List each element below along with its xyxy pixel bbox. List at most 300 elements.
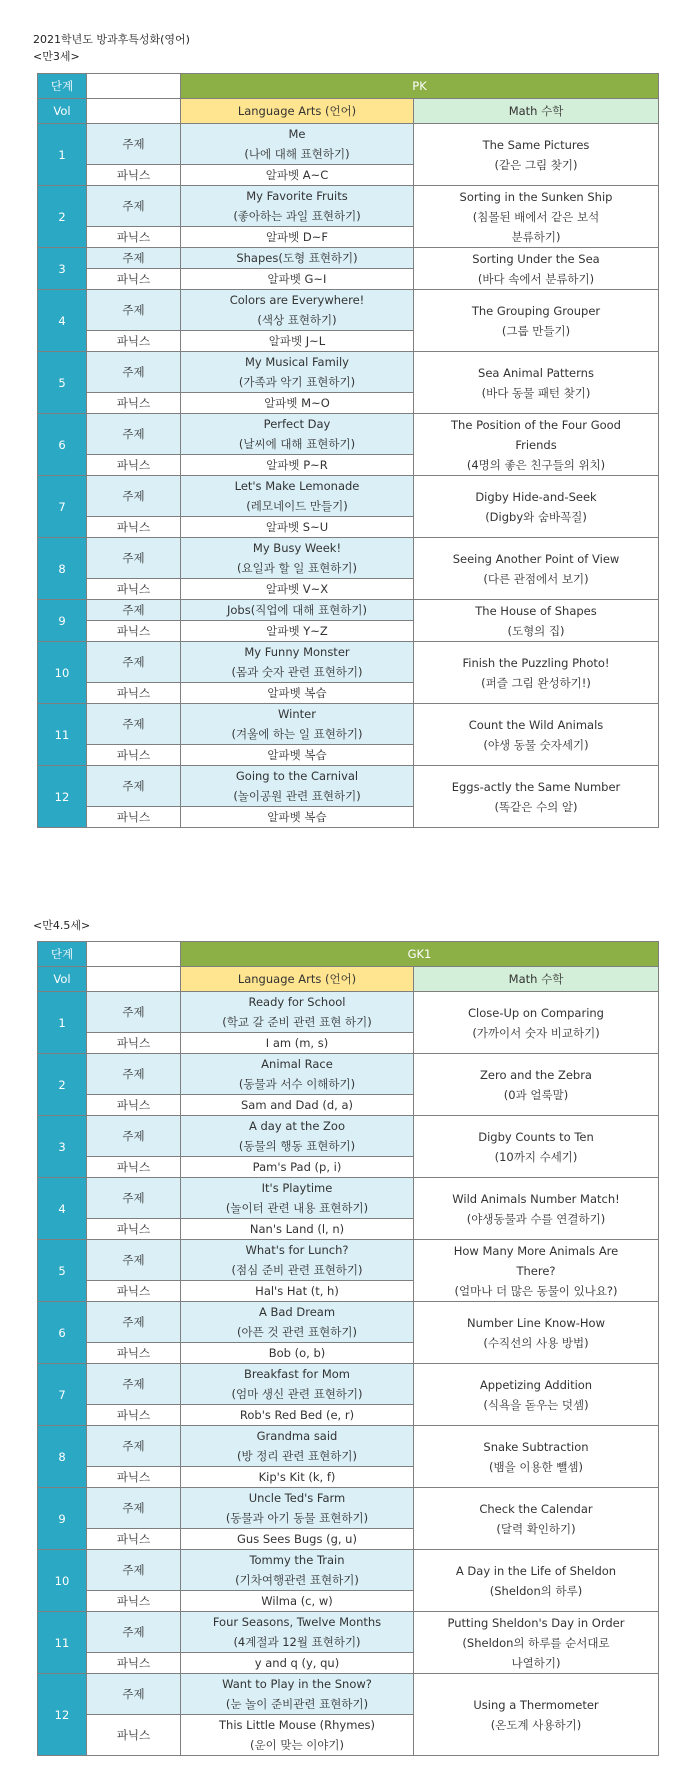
theme-cell xyxy=(181,704,414,745)
table-row xyxy=(38,1488,659,1529)
table-row xyxy=(38,1302,659,1343)
theme-cell-line: My Musical Family xyxy=(244,355,349,369)
math-cell-line: (그룹 만들기) xyxy=(501,323,571,338)
math-cell xyxy=(414,1550,659,1612)
phonics-cell xyxy=(181,331,414,352)
math-cell xyxy=(414,248,659,290)
phonics-cell xyxy=(181,621,414,642)
theme-cell xyxy=(181,600,414,621)
theme-label: 주제 xyxy=(87,642,181,683)
blank-header xyxy=(87,74,181,99)
theme-label: 주제 xyxy=(87,992,181,1033)
theme-cell xyxy=(181,1240,414,1281)
phonics-cell-line: Kip's Kit (k, f) xyxy=(258,1470,336,1484)
theme-cell xyxy=(181,538,414,579)
theme-label: 주제 xyxy=(87,1488,181,1529)
phonics-cell-line: Rob's Red Bed (e, r) xyxy=(239,1408,355,1422)
table-row xyxy=(38,186,659,227)
math-cell-line: (똑같은 수의 알) xyxy=(494,799,578,814)
theme-cell-line: (엄마 생신 관련 표현하기) xyxy=(231,1387,363,1401)
phonics-cell-line: This Little Mouse (Rhymes) xyxy=(219,1718,375,1732)
theme-cell-line: A day at the Zoo xyxy=(248,1119,346,1133)
math-cell xyxy=(414,642,659,704)
math-cell xyxy=(414,186,659,248)
theme-label: 주제 xyxy=(87,290,181,331)
math-cell-line: (10까지 수세기) xyxy=(494,1149,578,1164)
phonics-label: 파닉스 xyxy=(87,745,181,766)
theme-cell xyxy=(181,1612,414,1653)
math-cell-line: Using a Thermometer xyxy=(473,1697,599,1712)
math-cell xyxy=(414,1426,659,1488)
theme-label: 주제 xyxy=(87,414,181,455)
vol-number: 3 xyxy=(38,1116,87,1178)
theme-cell-line: (눈 놀이 준비관련 표현하기) xyxy=(225,1697,369,1711)
phonics-label: 파닉스 xyxy=(87,331,181,352)
phonics-cell xyxy=(181,1529,414,1550)
phonics-label: 파닉스 xyxy=(87,1343,181,1364)
vol-number: 6 xyxy=(38,414,87,476)
table-row xyxy=(38,414,659,455)
phonics-cell xyxy=(181,1591,414,1612)
phonics-label: 파닉스 xyxy=(87,1715,181,1756)
theme-cell xyxy=(181,248,414,269)
theme-cell-line: (요일과 할 일 표현하기) xyxy=(237,561,357,575)
table-row xyxy=(38,290,659,331)
math-cell-line: Snake Subtraction xyxy=(483,1439,589,1454)
table-row xyxy=(38,1116,659,1157)
phonics-cell xyxy=(181,1033,414,1054)
level-header: PK xyxy=(181,74,659,99)
math-cell-line: The Position of the Four Good xyxy=(451,417,621,432)
math-cell-line: (4명의 좋은 친구들의 위치) xyxy=(466,457,606,472)
math-cell xyxy=(414,992,659,1054)
math-cell xyxy=(414,600,659,642)
theme-label: 주제 xyxy=(87,1364,181,1405)
math-cell xyxy=(414,124,659,186)
math-cell-line: (Digby와 숨바꼭질) xyxy=(485,509,587,524)
theme-cell-line: (가족과 악기 표현하기) xyxy=(238,375,356,389)
stage-header: 단계 xyxy=(38,942,87,967)
theme-cell-line: (동물과 서수 이해하기) xyxy=(238,1077,356,1091)
theme-label: 주제 xyxy=(87,1674,181,1715)
theme-label: 주제 xyxy=(87,476,181,517)
phonics-cell-line: Wilma (c, w) xyxy=(261,1594,333,1608)
phonics-cell xyxy=(181,1343,414,1364)
math-cell-line: Friends xyxy=(515,437,557,452)
phonics-cell-line: 알파벳 복습 xyxy=(267,686,327,700)
vol-number: 1 xyxy=(38,124,87,186)
table-row xyxy=(38,352,659,393)
theme-cell-line: (놀이공원 관련 표현하기) xyxy=(233,789,361,803)
table-row xyxy=(38,1426,659,1467)
phonics-label: 파닉스 xyxy=(87,165,181,186)
theme-cell-line: Let's Make Lemonade xyxy=(234,479,360,493)
vol-number: 5 xyxy=(38,1240,87,1302)
blank-header xyxy=(87,942,181,967)
age-label-4-5: <만4.5세> xyxy=(33,919,91,932)
phonics-cell xyxy=(181,517,414,538)
phonics-label: 파닉스 xyxy=(87,1033,181,1054)
phonics-cell xyxy=(181,227,414,248)
phonics-cell xyxy=(181,1467,414,1488)
theme-label: 주제 xyxy=(87,1426,181,1467)
theme-label: 주제 xyxy=(87,538,181,579)
phonics-cell-line: Hal's Hat (t, h) xyxy=(255,1284,339,1298)
vol-number: 6 xyxy=(38,1302,87,1364)
vol-number: 12 xyxy=(38,1674,87,1756)
math-cell-line: (바다 속에서 분류하기) xyxy=(477,271,595,286)
phonics-label: 파닉스 xyxy=(87,269,181,290)
theme-cell-line: Colors are Everywhere! xyxy=(229,293,365,307)
math-cell-line: Appetizing Addition xyxy=(479,1377,593,1392)
math-cell-line: (식욕을 돋우는 덧셈) xyxy=(483,1397,589,1412)
phonics-cell-line: 알파벳 S~U xyxy=(265,520,329,534)
vol-number: 2 xyxy=(38,186,87,248)
vol-number: 11 xyxy=(38,1612,87,1674)
theme-cell-line: It's Playtime xyxy=(261,1181,333,1195)
table-row xyxy=(38,1054,659,1095)
phonics-cell-line: I am (m, s) xyxy=(265,1036,329,1050)
math-cell-line: (얼마나 더 많은 동물이 있나요?) xyxy=(454,1283,618,1298)
theme-cell-line: (방 정리 관련 표현하기) xyxy=(237,1449,357,1463)
math-cell xyxy=(414,538,659,600)
phonics-label: 파닉스 xyxy=(87,517,181,538)
theme-cell-line: (겨울에 하는 일 표현하기) xyxy=(231,727,363,741)
age-label-3: <만3세> xyxy=(33,50,80,63)
math-header: Math 수학 xyxy=(414,99,659,124)
phonics-cell-line: 알파벳 J~L xyxy=(268,334,326,348)
vol-number: 9 xyxy=(38,1488,87,1550)
phonics-cell-line: Pam's Pad (p, i) xyxy=(252,1160,342,1174)
table-row xyxy=(38,248,659,269)
blank-header xyxy=(87,99,181,124)
math-cell-line: Zero and the Zebra xyxy=(480,1067,592,1082)
phonics-cell-line: Bob (o, b) xyxy=(268,1346,326,1360)
phonics-cell xyxy=(181,455,414,476)
phonics-cell xyxy=(181,745,414,766)
theme-cell xyxy=(181,1674,414,1715)
phonics-label: 파닉스 xyxy=(87,1157,181,1178)
theme-cell-line: Animal Race xyxy=(261,1057,333,1071)
theme-cell-line: Tommy the Train xyxy=(249,1553,345,1567)
math-cell-line: Digby Counts to Ten xyxy=(478,1129,594,1144)
theme-cell-line: Shapes(도형 표현하기) xyxy=(236,251,358,265)
theme-label: 주제 xyxy=(87,1240,181,1281)
vol-number: 8 xyxy=(38,538,87,600)
phonics-label: 파닉스 xyxy=(87,1219,181,1240)
table-row xyxy=(38,476,659,517)
theme-cell-line: Four Seasons, Twelve Months xyxy=(212,1615,382,1629)
theme-cell xyxy=(181,186,414,227)
theme-cell xyxy=(181,1054,414,1095)
theme-cell xyxy=(181,1178,414,1219)
theme-cell-line: My Funny Monster xyxy=(244,645,350,659)
math-cell-line: Wild Animals Number Match! xyxy=(452,1191,620,1206)
math-cell-line: Check the Calendar xyxy=(479,1501,593,1516)
phonics-cell-line: 알파벳 M~O xyxy=(264,396,330,410)
theme-cell-line: Grandma said xyxy=(256,1429,338,1443)
vol-number: 7 xyxy=(38,1364,87,1426)
math-cell-line: Close-Up on Comparing xyxy=(468,1005,604,1020)
theme-cell xyxy=(181,476,414,517)
math-cell-line: The Same Pictures xyxy=(482,137,590,152)
theme-label: 주제 xyxy=(87,124,181,165)
phonics-cell xyxy=(181,1095,414,1116)
theme-cell-line: What's for Lunch? xyxy=(245,1243,349,1257)
math-cell xyxy=(414,1364,659,1426)
vol-header: Vol xyxy=(38,967,87,992)
math-header: Math 수학 xyxy=(414,967,659,992)
table-row xyxy=(38,642,659,683)
curriculum-table-pk xyxy=(37,73,659,828)
phonics-cell xyxy=(181,1405,414,1426)
theme-cell xyxy=(181,352,414,393)
theme-cell-line: (점심 준비 관련 표현하기) xyxy=(231,1263,363,1277)
math-cell-line: Seeing Another Point of View xyxy=(452,551,620,566)
phonics-label: 파닉스 xyxy=(87,1653,181,1674)
theme-label: 주제 xyxy=(87,1550,181,1591)
phonics-label: 파닉스 xyxy=(87,1405,181,1426)
theme-cell-line: (동물의 행동 표현하기) xyxy=(238,1139,356,1153)
math-cell-line: (Sheldon의 하루) xyxy=(489,1583,583,1598)
math-cell xyxy=(414,704,659,766)
theme-label: 주제 xyxy=(87,352,181,393)
phonics-label: 파닉스 xyxy=(87,1529,181,1550)
math-cell xyxy=(414,290,659,352)
theme-cell-line: (놀이터 관련 내용 표현하기) xyxy=(225,1201,369,1215)
math-cell xyxy=(414,1488,659,1550)
phonics-label: 파닉스 xyxy=(87,1281,181,1302)
table-row xyxy=(38,1550,659,1591)
math-cell-line: (뱀을 이용한 뺄셈) xyxy=(488,1459,584,1474)
theme-cell xyxy=(181,642,414,683)
theme-cell xyxy=(181,1364,414,1405)
stage-header: 단계 xyxy=(38,74,87,99)
table-row xyxy=(38,1240,659,1281)
phonics-label: 파닉스 xyxy=(87,1095,181,1116)
theme-label: 주제 xyxy=(87,1302,181,1343)
theme-cell-line: Perfect Day xyxy=(263,417,331,431)
theme-label: 주제 xyxy=(87,248,181,269)
math-cell-line: The House of Shapes xyxy=(475,603,597,618)
theme-cell-line: (날씨에 대해 표현하기) xyxy=(238,437,356,451)
table-row xyxy=(38,538,659,579)
math-cell xyxy=(414,1674,659,1756)
phonics-cell-line: 알파벳 복습 xyxy=(267,748,327,762)
phonics-cell xyxy=(181,1157,414,1178)
phonics-cell-line: 알파벳 G~I xyxy=(267,272,327,286)
vol-number: 8 xyxy=(38,1426,87,1488)
theme-cell-line: (레모네이드 만들기) xyxy=(246,499,348,513)
level-header: GK1 xyxy=(181,942,659,967)
theme-cell-line: (몸과 숫자 관련 표현하기) xyxy=(231,665,363,679)
phonics-cell xyxy=(181,807,414,828)
math-cell-line: 나열하기) xyxy=(511,1655,561,1670)
vol-number: 1 xyxy=(38,992,87,1054)
table-row xyxy=(38,992,659,1033)
math-cell xyxy=(414,1054,659,1116)
language-arts-header: Language Arts (언어) xyxy=(181,99,414,124)
phonics-cell xyxy=(181,269,414,290)
theme-label: 주제 xyxy=(87,766,181,807)
math-cell xyxy=(414,414,659,476)
theme-cell-line: My Busy Week! xyxy=(252,541,342,555)
theme-cell xyxy=(181,1426,414,1467)
math-cell xyxy=(414,1302,659,1364)
phonics-cell-line: y and q (y, qu) xyxy=(254,1656,340,1670)
table-row xyxy=(38,704,659,745)
theme-cell xyxy=(181,414,414,455)
theme-cell xyxy=(181,1488,414,1529)
theme-cell-line: Jobs(직업에 대해 표현하기) xyxy=(227,603,367,617)
math-cell-line: (도형의 집) xyxy=(507,623,565,638)
math-cell-line: A Day in the Life of Sheldon xyxy=(455,1563,617,1578)
theme-cell-line: (기차여행관련 표현하기) xyxy=(235,1573,359,1587)
phonics-cell-line: (운이 맞는 이야기) xyxy=(249,1738,345,1752)
math-cell-line: Digby Hide-and-Seek xyxy=(475,489,597,504)
theme-cell-line: (4계절과 12월 표현하기) xyxy=(233,1635,361,1649)
table-row xyxy=(38,1364,659,1405)
vol-number: 9 xyxy=(38,600,87,642)
theme-cell-line: My Favorite Fruits xyxy=(246,189,348,203)
math-cell-line: Finish the Puzzling Photo! xyxy=(462,655,610,670)
phonics-label: 파닉스 xyxy=(87,227,181,248)
theme-cell-line: Uncle Ted's Farm xyxy=(248,1491,346,1505)
phonics-label: 파닉스 xyxy=(87,683,181,704)
vol-number: 4 xyxy=(38,1178,87,1240)
theme-label: 주제 xyxy=(87,1054,181,1095)
phonics-cell xyxy=(181,1219,414,1240)
phonics-cell-line: Sam and Dad (d, a) xyxy=(241,1098,353,1112)
math-cell-line: 분류하기) xyxy=(511,229,561,244)
vol-number: 12 xyxy=(38,766,87,828)
table-row xyxy=(38,124,659,165)
phonics-cell-line: 알파벳 복습 xyxy=(267,810,327,824)
phonics-label: 파닉스 xyxy=(87,807,181,828)
math-cell xyxy=(414,766,659,828)
phonics-cell xyxy=(181,683,414,704)
math-cell-line: Putting Sheldon's Day in Order xyxy=(447,1615,625,1630)
theme-cell xyxy=(181,290,414,331)
theme-cell-line: Breakfast for Mom xyxy=(243,1367,351,1381)
math-cell-line: Sea Animal Patterns xyxy=(478,365,594,380)
math-cell-line: (0과 얼룩말) xyxy=(503,1087,569,1102)
theme-cell-line: (나에 대해 표현하기) xyxy=(244,147,350,161)
phonics-label: 파닉스 xyxy=(87,393,181,414)
vol-number: 7 xyxy=(38,476,87,538)
phonics-cell-line: Gus Sees Bugs (g, u) xyxy=(237,1532,357,1546)
vol-number: 11 xyxy=(38,704,87,766)
phonics-label: 파닉스 xyxy=(87,1467,181,1488)
blank-header xyxy=(87,967,181,992)
table-row xyxy=(38,1178,659,1219)
theme-label: 주제 xyxy=(87,1116,181,1157)
theme-cell-line: Winter xyxy=(278,707,316,721)
theme-cell-line: (좋아하는 과일 표현하기) xyxy=(233,209,361,223)
table-row xyxy=(38,1612,659,1653)
theme-cell xyxy=(181,766,414,807)
theme-label: 주제 xyxy=(87,186,181,227)
phonics-label: 파닉스 xyxy=(87,621,181,642)
math-cell-line: (같은 그림 찾기) xyxy=(494,157,578,172)
theme-cell xyxy=(181,124,414,165)
phonics-cell xyxy=(181,1715,414,1756)
theme-cell-line: Me xyxy=(288,127,306,141)
theme-cell xyxy=(181,1550,414,1591)
theme-label: 주제 xyxy=(87,1178,181,1219)
table-row xyxy=(38,766,659,807)
math-cell-line: The Grouping Grouper xyxy=(471,303,601,318)
theme-cell xyxy=(181,1302,414,1343)
vol-number: 10 xyxy=(38,1550,87,1612)
math-cell xyxy=(414,476,659,538)
vol-header: Vol xyxy=(38,99,87,124)
vol-number: 10 xyxy=(38,642,87,704)
math-cell-line: Sorting in the Sunken Ship xyxy=(459,189,613,204)
math-cell-line: (바다 동물 패턴 찾기) xyxy=(481,385,591,400)
curriculum-table-gk1 xyxy=(37,941,659,1756)
theme-cell-line: (학교 갈 준비 관련 표현 하기) xyxy=(222,1015,372,1029)
math-cell xyxy=(414,352,659,414)
phonics-label: 파닉스 xyxy=(87,1591,181,1612)
phonics-cell xyxy=(181,165,414,186)
phonics-cell xyxy=(181,579,414,600)
math-cell-line: (달력 확인하기) xyxy=(496,1521,576,1536)
theme-cell xyxy=(181,1116,414,1157)
math-cell-line: How Many More Animals Are xyxy=(453,1243,619,1258)
phonics-label: 파닉스 xyxy=(87,579,181,600)
theme-label: 주제 xyxy=(87,704,181,745)
theme-cell-line: (아픈 것 관련 표현하기) xyxy=(237,1325,357,1339)
math-cell xyxy=(414,1178,659,1240)
math-cell xyxy=(414,1116,659,1178)
theme-cell-line: A Bad Dream xyxy=(258,1305,336,1319)
math-cell-line: (다른 관점에서 보기) xyxy=(483,571,589,586)
vol-number: 3 xyxy=(38,248,87,290)
phonics-cell-line: 알파벳 V~X xyxy=(265,582,329,596)
math-cell-line: Number Line Know-How xyxy=(467,1315,605,1330)
math-cell-line: (수직선의 사용 방법) xyxy=(483,1335,589,1350)
table-row xyxy=(38,600,659,621)
phonics-cell-line: 알파벳 P~R xyxy=(266,458,328,472)
math-cell-line: Eggs-actly the Same Number xyxy=(451,779,621,794)
phonics-cell xyxy=(181,1281,414,1302)
table-row xyxy=(38,1674,659,1715)
phonics-cell-line: 알파벳 Y~Z xyxy=(266,624,328,638)
language-arts-header: Language Arts (언어) xyxy=(181,967,414,992)
theme-cell xyxy=(181,992,414,1033)
math-cell-line: (Sheldon의 하루를 순서대로 xyxy=(462,1635,610,1650)
math-cell-line: (침몰된 배에서 같은 보석 xyxy=(472,209,600,224)
theme-cell-line: Going to the Carnival xyxy=(235,769,359,783)
phonics-cell xyxy=(181,393,414,414)
theme-cell-line: Ready for School xyxy=(248,995,346,1009)
math-cell-line: (온도계 사용하기) xyxy=(490,1717,582,1732)
math-cell-line: (가까이서 숫자 비교하기) xyxy=(472,1025,600,1040)
math-cell-line: Count the Wild Animals xyxy=(468,717,604,732)
math-cell-line: There? xyxy=(516,1263,556,1278)
math-cell xyxy=(414,1240,659,1302)
theme-label: 주제 xyxy=(87,1612,181,1653)
vol-number: 4 xyxy=(38,290,87,352)
vol-number: 5 xyxy=(38,352,87,414)
phonics-cell xyxy=(181,1653,414,1674)
phonics-label: 파닉스 xyxy=(87,455,181,476)
theme-cell-line: (동물과 아기 동물 표현하기) xyxy=(225,1511,369,1525)
document-title: 2021학년도 방과후특성화(영어) xyxy=(33,33,190,46)
vol-number: 2 xyxy=(38,1054,87,1116)
theme-label: 주제 xyxy=(87,600,181,621)
